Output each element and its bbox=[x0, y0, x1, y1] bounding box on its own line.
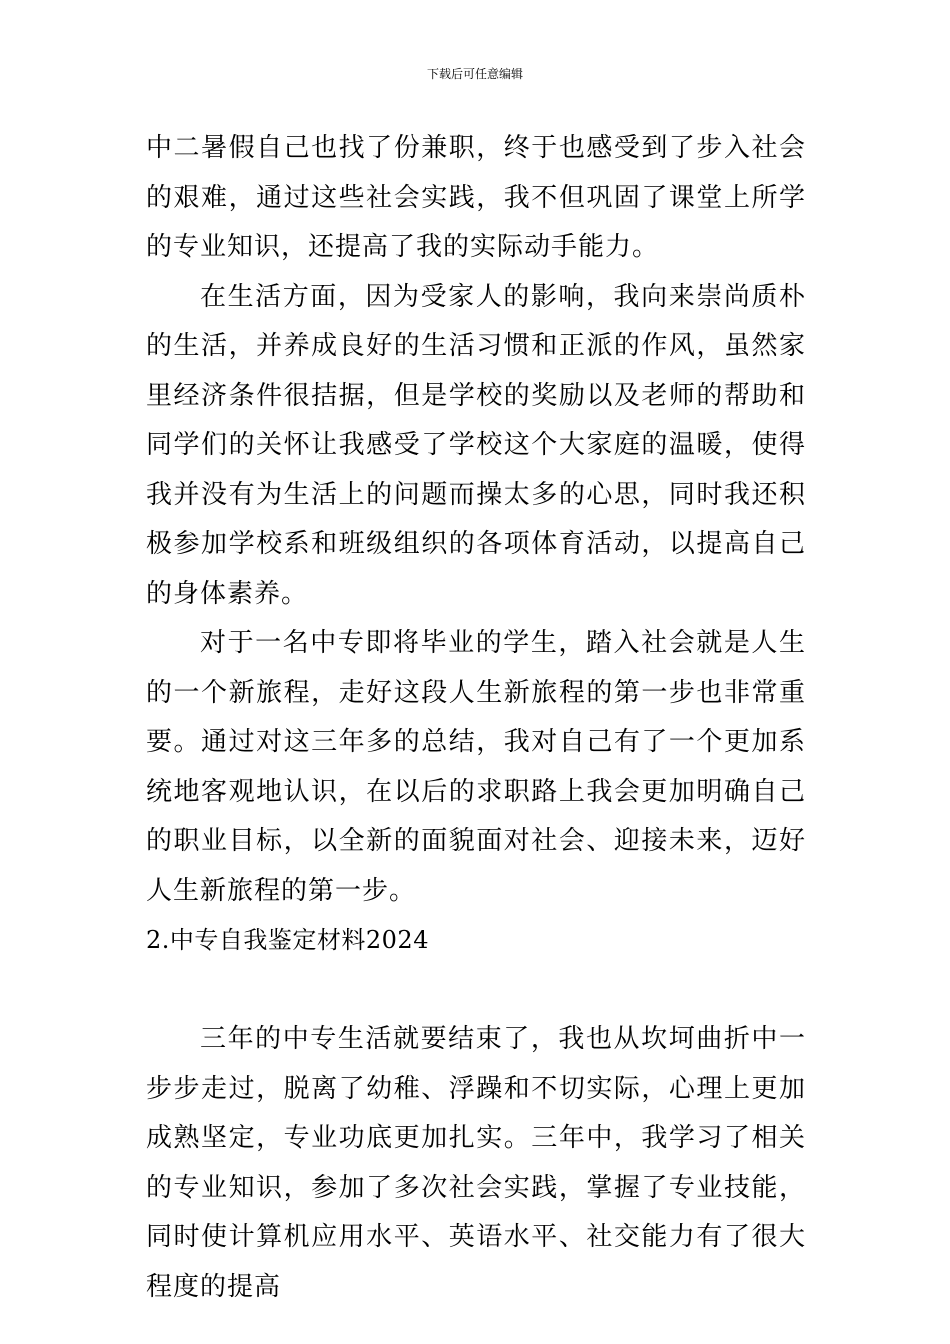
blank-line bbox=[146, 966, 806, 1016]
paragraph-2: 在生活方面，因为受家人的影响，我向来崇尚质朴的生活，并养成良好的生活习惯和正派的作风，虽然家里经济条件很拮据，但是学校的奖励以及老师的帮助和同学们的关怀让我感受了学校这个大家庭的温暖，使得我并没有为生活上的问题而操太多的心思，同时我还积极参加学校系和班级组织的各项体育活动，以提高自己的身体素养。 bbox=[146, 281, 806, 609]
paragraph-3: 对于一名中专即将毕业的学生，踏入社会就是人生的一个新旅程，走好这段人生新旅程的第一步也非常重要。通过对这三年多的总结，我对自己有了一个更加系统地客观地认识，在以后的求职路上我会更加明确自己的职业目标，以全新的面貌面对社会、迎接未来，迈好人生新旅程的第一步。 bbox=[146, 628, 806, 906]
paragraph-1: 中二暑假自己也找了份兼职，终于也感受到了步入社会的艰难，通过这些社会实践，我不但巩固了课堂上所学的专业知识，还提高了我的实际动手能力。 bbox=[146, 133, 806, 262]
section-heading: 2.中专自我鉴定材料2024 bbox=[146, 926, 429, 954]
document-body bbox=[146, 124, 806, 1312]
page-header: 下载后可任意编辑 bbox=[426, 67, 523, 81]
paragraph-4: 三年的中专生活就要结束了，我也从坎坷曲折中一步步走过，脱离了幼稚、浮躁和不切实际，心理上更加成熟坚定，专业功底更加扎实。三年中，我学习了相关的专业知识，参加了多次社会实践，掌握了专业技能，同时使计算机应用水平、英语水平、社交能力有了很大程度的提高 bbox=[146, 1024, 806, 1302]
